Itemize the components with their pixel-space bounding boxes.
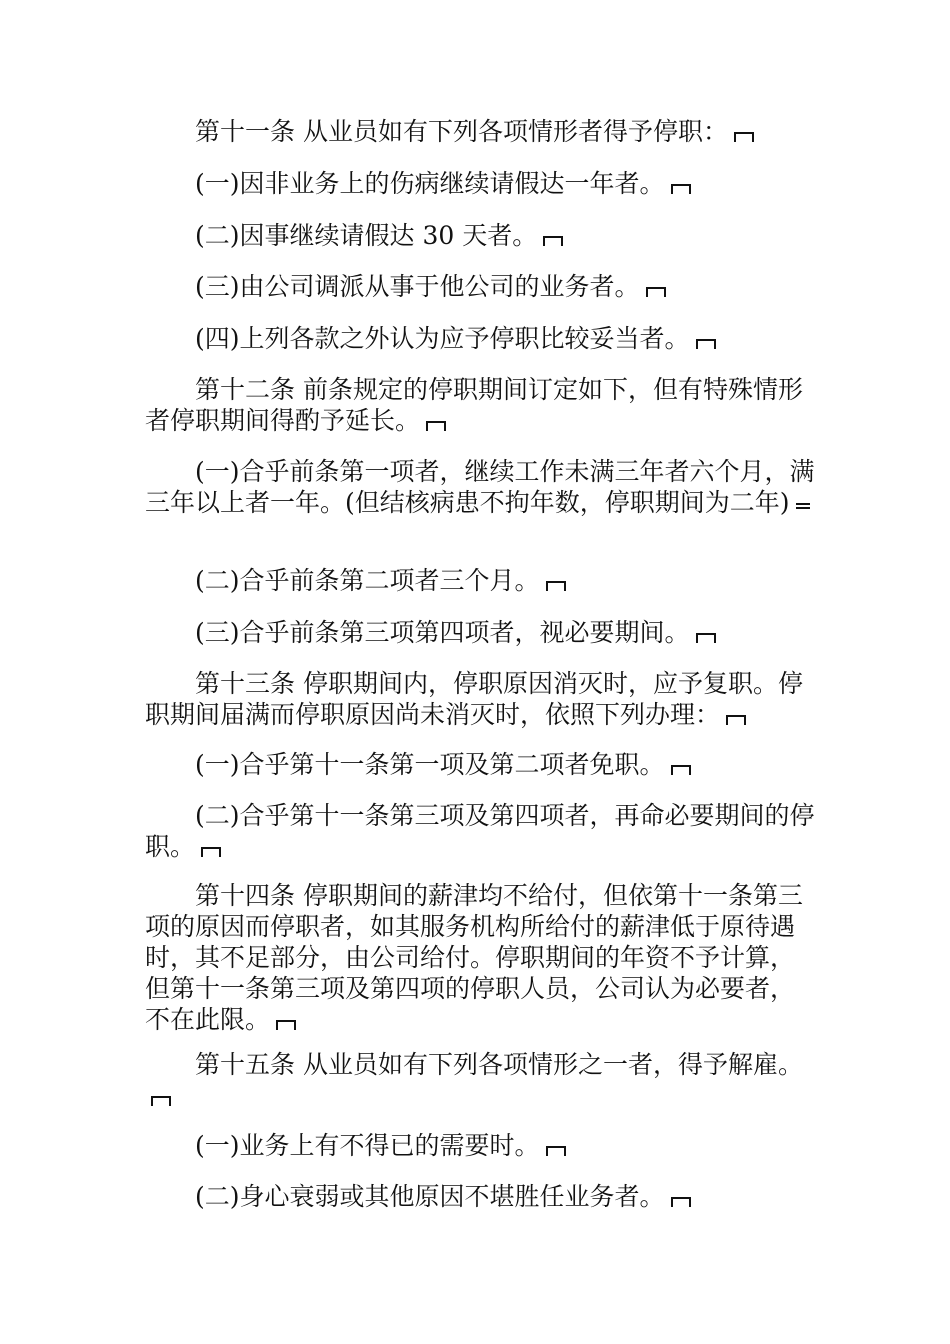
article-12-item-3: (三)合乎前条第三项第四项者，视必要期间。 — [145, 617, 815, 648]
paragraph-mark-icon — [696, 633, 716, 643]
article-15-item-2: (二)身心衰弱或其他原因不堪胜任业务者。 — [145, 1181, 815, 1212]
paragraph-mark-icon — [734, 132, 754, 142]
paragraph-mark-icon — [671, 765, 691, 775]
article-15-item-1: (一)业务上有不得已的需要时。 — [145, 1130, 815, 1161]
paragraph-mark-icon — [201, 847, 221, 857]
paragraph-mark-icon — [276, 1020, 296, 1030]
article-11-item-2: (二)因事继续请假达 30 天者。 — [145, 220, 815, 251]
article-13-item-1: (一)合乎第十一条第一项及第二项者免职。 — [145, 749, 815, 780]
article-15: 第十五条 从业员如有下列各项情形之一者，得予解雇。 — [145, 1049, 815, 1111]
paragraph-mark-icon — [151, 1096, 171, 1106]
article-14: 第十四条 停职期间的薪津均不给付，但依第十一条第三项的原因而停职者，如其服务机构所给付的薪津低于原待遇时，其不足部分，由公司给付。停职期间的年资不予计算，但第十一条第三项及第四项的停职人员，公司认为必要者，不在此限。 — [145, 881, 803, 1034]
paragraph-mark-icon — [671, 1197, 691, 1207]
article-13-item-2: (二)合乎第十一条第三项及第四项者，再命必要期间的停职。 — [145, 801, 815, 861]
paragraph-mark-icon — [646, 287, 666, 297]
article-13: 第十三条 停职期间内，停职原因消灭时，应予复职。停职期间届满而停职原因尚未消灭时，依照下列办理： — [145, 669, 803, 729]
article-12-item-1: (一)合乎前条第一项者，继续工作未满三年者六个月，满三年以上者一年。(但结核病患不拘年数，停职期间为二年) — [145, 457, 815, 517]
paragraph-mark-icon — [546, 581, 566, 591]
article-11-item-1: (一)因非业务上的伤病继续请假达一年者。 — [145, 168, 815, 199]
paragraph-mark-icon — [796, 501, 810, 511]
paragraph-mark-icon — [426, 421, 446, 431]
paragraph-mark-icon — [543, 236, 563, 246]
paragraph-mark-icon — [696, 339, 716, 349]
article-11-item-3: (三)由公司调派从事于他公司的业务者。 — [145, 271, 815, 302]
paragraph-mark-icon — [546, 1146, 566, 1156]
article-11: 第十一条 从业员如有下列各项情形者得予停职： — [145, 116, 815, 147]
paragraph-mark-icon — [726, 715, 746, 725]
article-12: 第十二条 前条规定的停职期间订定如下，但有特殊情形者停职期间得酌予延长。 — [145, 375, 803, 435]
article-11-item-4: (四)上列各款之外认为应予停职比较妥当者。 — [145, 323, 815, 354]
article-12-item-2: (二)合乎前条第二项者三个月。 — [145, 565, 815, 596]
paragraph-mark-icon — [671, 184, 691, 194]
